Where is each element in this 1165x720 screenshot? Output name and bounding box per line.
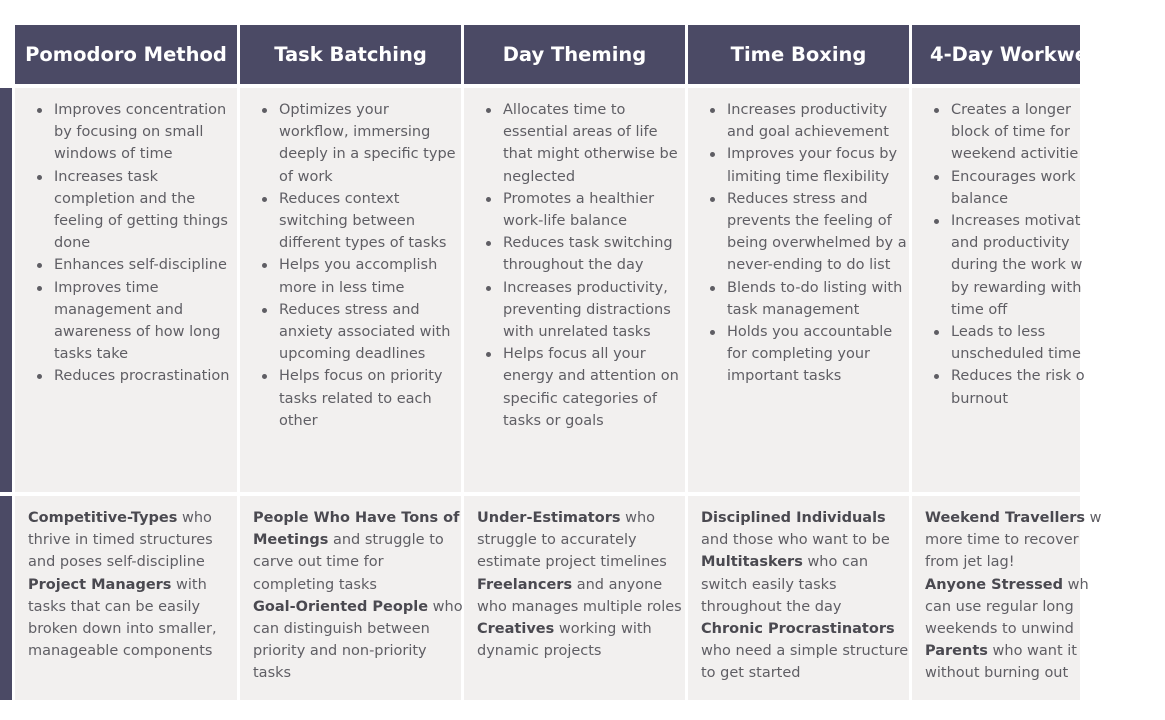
- list-item: Promotes a healthier work-life balance: [484, 188, 685, 232]
- list-item: Reduces task switching throughout the day: [484, 232, 685, 276]
- user-type-name: Under-Estimators: [477, 510, 621, 526]
- user-type-name: Freelancers: [477, 576, 573, 593]
- user-type-line: [925, 640, 1165, 662]
- users-cell-day-theming: [464, 496, 685, 700]
- user-type-line: [925, 529, 1165, 551]
- list-item-line: Increases motivat: [951, 213, 1081, 230]
- column-header-task-batching: Task Batching: [240, 25, 461, 84]
- list-item: Optimizes your workflow, immersing deeply in a specific type of work: [260, 99, 461, 188]
- user-type-entry: [253, 507, 465, 596]
- user-type-name: Anyone Stressed: [925, 576, 1063, 593]
- list-item-line: balance: [951, 190, 1009, 207]
- list-item: Helps focus on priority tasks related to each other: [260, 365, 461, 432]
- user-type-entry: [28, 574, 240, 663]
- user-type-line: [925, 662, 1165, 684]
- column-header-day-theming: Day Theming: [464, 25, 685, 84]
- list-item-line: block of time for: [951, 124, 1070, 141]
- list-item: Reduces procrastination: [35, 365, 236, 387]
- user-type-desc: who can switch easily tasks throughout the day: [701, 554, 869, 615]
- user-type-desc: weekends to unwind: [925, 621, 1074, 638]
- list-item-line: time off: [951, 301, 1008, 318]
- user-type-desc: w: [1085, 510, 1102, 526]
- list-item: Improves your focus by limiting time flexibility: [708, 143, 909, 187]
- benefits-list: [708, 99, 909, 388]
- user-type-entry: [701, 551, 913, 618]
- list-item-line: Leads to less: [951, 324, 1046, 341]
- user-type-line: [925, 551, 1165, 573]
- user-type-desc: who struggle to accurately estimate project timelines: [477, 510, 667, 571]
- list-item: [932, 99, 1152, 166]
- list-item-line: during the work w: [951, 257, 1083, 274]
- user-type-name: Competitive-Types: [28, 510, 178, 526]
- user-type-line: [925, 618, 1165, 640]
- user-type-name: Parents: [925, 643, 988, 660]
- list-item-line: Encourages work: [951, 168, 1076, 185]
- user-type-entry: [28, 507, 240, 574]
- user-type-line: [925, 596, 1165, 618]
- benefits-list: [35, 99, 236, 388]
- user-type-desc: who need a simple structure to get started: [701, 643, 909, 682]
- user-type-desc: from jet lag!: [925, 554, 1015, 571]
- list-item: Reduces stress and prevents the feeling of being overwhelmed by a never-ending to do list: [708, 188, 909, 277]
- user-type-desc: wh: [1063, 576, 1089, 593]
- users-cell-task-batching: [240, 496, 461, 700]
- users-text: [477, 507, 689, 662]
- list-item: Allocates time to essential areas of life that might otherwise be neglected: [484, 99, 685, 188]
- user-type-desc: who want it: [987, 643, 1077, 660]
- users-cell-time-boxing: [688, 496, 909, 700]
- list-item: Helps you accomplish more in less time: [260, 254, 461, 298]
- user-type-desc: with tasks that can be easily broken down into smaller, manageable components: [28, 576, 217, 660]
- benefits-list: [932, 99, 1152, 410]
- column-header-pomodoro: Pomodoro Method: [15, 25, 237, 84]
- benefits-list: [484, 99, 685, 432]
- list-item: [932, 321, 1152, 365]
- list-item: Improves concentration by focusing on small windows of time: [35, 99, 236, 166]
- user-type-name: Goal-Oriented People: [253, 598, 429, 615]
- user-type-desc: and struggle to carve out time for completing tasks: [253, 532, 444, 593]
- list-item: Helps focus all your energy and attention on specific categories of tasks or goals: [484, 343, 685, 432]
- list-item: Enhances self-discipline: [35, 254, 236, 276]
- list-item-line: Reduces the risk o: [951, 368, 1085, 385]
- benefits-cell-4-day-workweek: [912, 88, 1085, 492]
- benefits-cell-time-boxing: [688, 88, 909, 492]
- list-item: [932, 166, 1152, 210]
- user-type-desc: who can distinguish between priority and non-priority tasks: [253, 598, 463, 682]
- list-item: [932, 210, 1152, 321]
- benefits-list: [260, 99, 461, 432]
- users-text: [701, 507, 913, 685]
- list-item-line: weekend activitie: [951, 146, 1079, 163]
- benefits-cell-task-batching: [240, 88, 461, 492]
- users-cell-4-day-workweek: [912, 496, 1102, 700]
- user-type-desc: without burning out: [925, 665, 1069, 682]
- user-type-desc: more time to recover: [925, 532, 1079, 549]
- user-type-name: People Who Have Tons of Meetings: [253, 510, 460, 549]
- list-item: Increases productivity, preventing distractions with unrelated tasks: [484, 277, 685, 344]
- list-item-line: by rewarding with: [951, 279, 1082, 296]
- list-item: Increases productivity and goal achievement: [708, 99, 909, 143]
- user-type-name: Weekend Travellers: [925, 510, 1086, 526]
- user-type-name: Project Managers: [28, 576, 172, 593]
- user-type-line: [925, 574, 1165, 596]
- user-type-desc: and anyone who manages multiple roles: [477, 576, 682, 615]
- user-type-name: Creatives: [477, 621, 555, 638]
- user-type-entry: [253, 596, 465, 685]
- users-text: [253, 507, 465, 685]
- user-type-entry: [701, 618, 913, 685]
- user-type-entry: [477, 618, 689, 662]
- user-type-desc: working with dynamic projects: [477, 621, 652, 660]
- user-type-desc: can use regular long: [925, 598, 1074, 615]
- user-type-name: Chronic Procrastinators: [701, 621, 895, 638]
- column-header-4-day-workweek: 4-Day Workwe: [912, 25, 1080, 84]
- list-item-line: and productivity: [951, 235, 1070, 252]
- list-item: [932, 365, 1152, 409]
- user-type-entry: [477, 574, 689, 618]
- list-item-line: burnout: [951, 390, 1009, 407]
- users-cell-pomodoro: [15, 496, 237, 700]
- benefits-cell-day-theming: [464, 88, 685, 492]
- list-item: Blends to-do listing with task management: [708, 277, 909, 321]
- list-item: Improves time management and awareness of how long tasks take: [35, 277, 236, 366]
- row-indicator-benefits: [0, 88, 12, 492]
- user-type-desc: who thrive in timed structures and poses self-discipline: [28, 510, 213, 571]
- users-text: [28, 507, 240, 662]
- row-indicator-users: [0, 496, 12, 700]
- list-item: Increases task completion and the feeling of getting things done: [35, 166, 236, 255]
- user-type-entry: [701, 507, 913, 551]
- user-type-line: [925, 507, 1165, 529]
- user-type-name: Disciplined Individuals: [701, 510, 886, 526]
- list-item: Reduces context switching between different types of tasks: [260, 188, 461, 255]
- list-item-line: Creates a longer: [951, 102, 1072, 118]
- list-item: Reduces stress and anxiety associated with upcoming deadlines: [260, 299, 461, 366]
- user-type-name: Multitaskers: [701, 554, 803, 571]
- users-text: [925, 507, 1165, 685]
- benefits-cell-pomodoro: [15, 88, 237, 492]
- list-item-line: unscheduled time: [951, 346, 1081, 363]
- user-type-desc: and those who want to be: [701, 532, 890, 549]
- user-type-entry: [477, 507, 689, 574]
- list-item: Holds you accountable for completing your important tasks: [708, 321, 909, 388]
- column-header-time-boxing: Time Boxing: [688, 25, 909, 84]
